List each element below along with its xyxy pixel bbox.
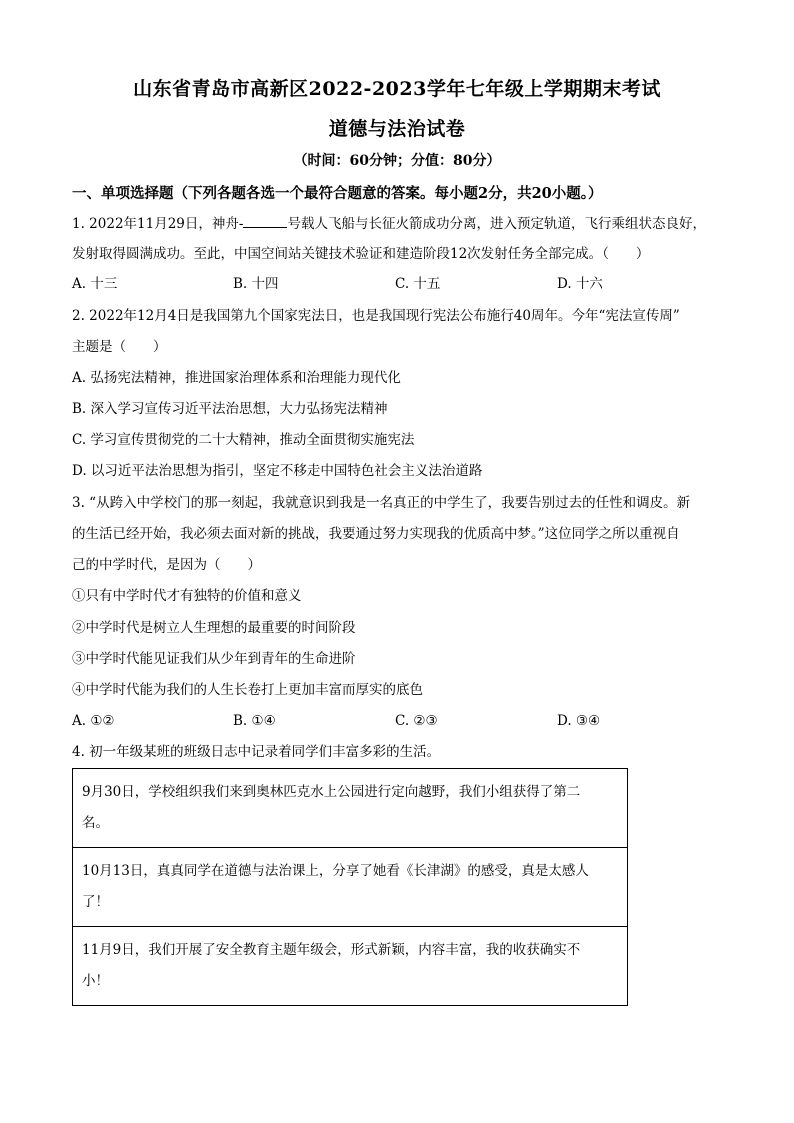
q3-line1: 3. “从跨入中学校门的那一刻起，我就意识到我是一名真正的中学生了，我要告别过去的任性和调皮。新 [72, 495, 691, 511]
q2-option-d: D. 以习近平法治思想为指引，坚定不移走中国特色社会主义法治道路 [72, 463, 483, 479]
exam-subject: 道德与法治试卷 [328, 118, 466, 140]
log-entry-2-line1: 10月13日，真真同学在道德与法治课上，分享了她看《长津湖》的感受，真是太感人 [82, 863, 589, 879]
q2-line1: 2. 2022年12月4日是我国第九个国家宪法日，也是我国现行宪法公布施行40周年。今年“宪法宣传周” [72, 308, 680, 324]
log-entry-1-line2: 名。 [82, 815, 109, 831]
q3-option-a: A. ①② [72, 713, 115, 729]
q1-text-a: 1. 2022年11月29日，神舟- [72, 216, 244, 232]
q3-statement-1: ①只有中学时代才有独特的价值和意义 [72, 588, 302, 604]
q3-line3: 己的中学时代，是因为（ ） [72, 557, 261, 573]
q3-statement-2: ②中学时代是树立人生理想的最重要的时间阶段 [72, 620, 356, 636]
exam-info: （时间：60分钟；分值：80分） [293, 153, 501, 169]
section-heading: 一、单项选择题（下列各题各选一个最符合题意的答案。每小题2分，共20小题。） [72, 185, 603, 202]
q1-option-b: B. 十四 [233, 276, 279, 292]
q1-blank [243, 213, 287, 228]
q2-option-a: A. 弘扬宪法精神，推进国家治理体系和治理能力现代化 [72, 370, 401, 386]
q4-stem: 4. 初一年级某班的班级日志中记录着同学们丰富多彩的生活。 [72, 744, 441, 760]
q3-option-b: B. ①④ [233, 713, 276, 729]
q3-statement-4: ④中学时代能为我们的人生长卷打上更加丰富而厚实的底色 [72, 682, 423, 698]
q2-line2: 主题是（ ） [72, 339, 167, 355]
log-entry-1 [73, 769, 628, 848]
exam-title: 山东省青岛市高新区2022-2023学年七年级上学期期末考试 [133, 78, 661, 100]
log-entry-3 [73, 927, 628, 1006]
log-entry-1-line1: 9月30日，学校组织我们来到奥林匹克水上公园进行定向越野，我们小组获得了第二 [82, 784, 581, 800]
q1-option-a: A. 十三 [72, 276, 118, 292]
log-entry-3-line1: 11月9日，我们开展了安全教育主题年级会，形式新颖，内容丰富，我的收获确实不 [82, 942, 581, 958]
log-entry-2-line2: 了！ [82, 894, 109, 910]
q3-statement-3: ③中学时代能见证我们从少年到青年的生命进阶 [72, 651, 356, 667]
class-log-table [72, 768, 628, 1006]
log-entry-2 [73, 848, 628, 927]
q1-option-c: C. 十五 [395, 276, 441, 292]
q2-option-c: C. 学习宣传贯彻党的二十大精神，推动全面贯彻实施宪法 [72, 432, 415, 448]
q1-option-d: D. 十六 [557, 276, 603, 292]
q2-option-b: B. 深入学习宣传习近平法治思想，大力弘扬宪法精神 [72, 401, 388, 417]
log-row [73, 848, 628, 927]
q3-line2: 的生活已经开始，我必须去面对新的挑战，我要通过努力实现我的优质高中梦。”这位同学之所以重视自 [72, 526, 680, 542]
q1-line2: 发射取得圆满成功。至此，中国空间站关键技术验证和建造阶段12次发射任务全部完成。（ ） [72, 246, 650, 262]
log-entry-3-line2: 小！ [82, 973, 109, 989]
q1-line1 [72, 213, 706, 234]
q1-text-b: 号载人飞船与长征火箭成功分离，进入预定轨道，飞行乘组状态良好， [287, 216, 706, 232]
q3-option-c: C. ②③ [395, 713, 438, 729]
log-row [73, 927, 628, 1006]
log-row [73, 769, 628, 848]
q3-option-d: D. ③④ [557, 713, 601, 729]
